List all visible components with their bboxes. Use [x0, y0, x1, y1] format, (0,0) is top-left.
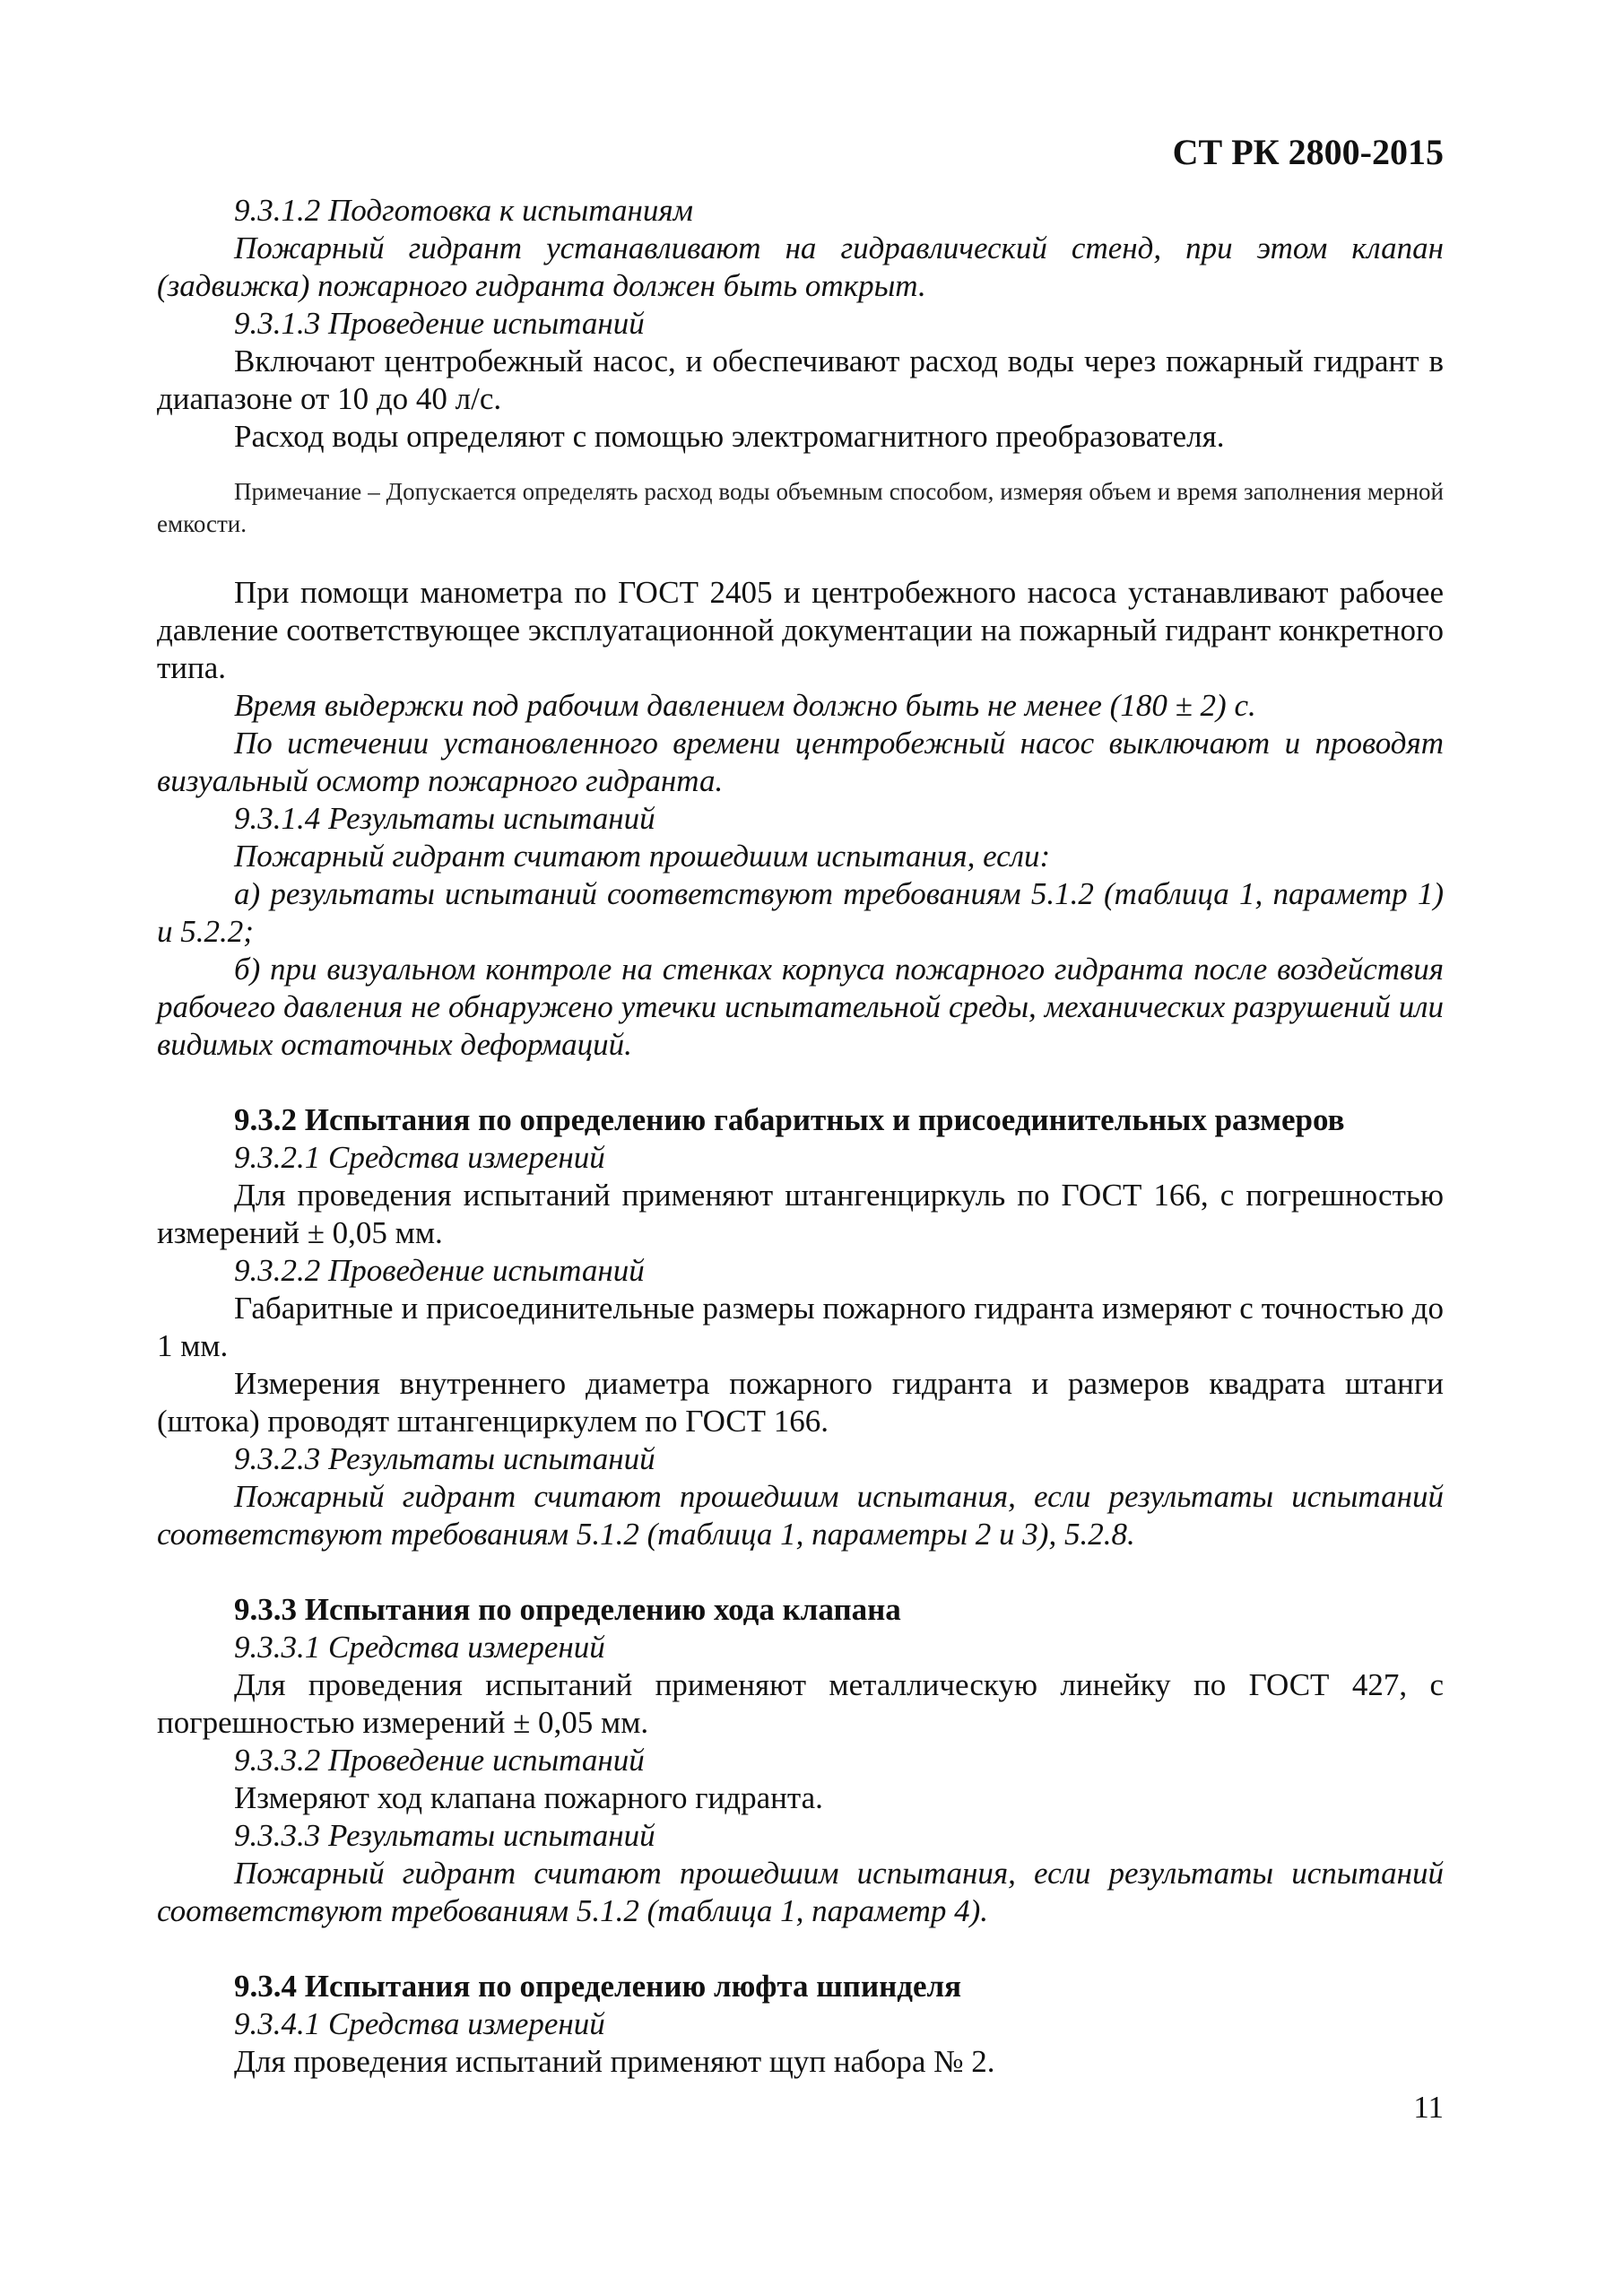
subclause-title: 9.3.2.2 Проведение испытаний [234, 1253, 645, 1288]
subclause-title: 9.3.3.3 Результаты испытаний [234, 1818, 655, 1853]
paragraph: Время выдержки под рабочим давлением должно быть не менее (180 ± 2) с. [234, 688, 1256, 723]
paragraph: Для проведения испытаний применяют щуп набора № 2. [234, 2044, 995, 2079]
paragraph: Пожарный гидрант считают прошедшим испытания, если: [234, 839, 1051, 874]
section-heading: 9.3.4 Испытания по определению люфта шпинделя [234, 1969, 962, 2004]
paragraph: При помощи манометра по ГОСТ 2405 и центробежного насоса устанавливают рабочее давление соответствующее эксплуатационной документации на пожарный гидрант конкретного типа. [157, 575, 1444, 685]
subclause-title: 9.3.2.1 Средства измерений [234, 1140, 605, 1175]
subclause-title: 9.3.4.1 Средства измерений [234, 2006, 605, 2041]
document-body [157, 192, 1444, 2081]
subclause-title: 9.3.3.1 Средства измерений [234, 1630, 605, 1665]
list-item: б) при визуальном контроле на стенках корпуса пожарного гидранта после воздействия рабочего давления не обнаружено утечки испытательной среды, механических разрушений или видимых остаточных деформаций. [157, 952, 1444, 1062]
document-code-header: СТ РК 2800-2015 [1172, 132, 1444, 172]
section-heading: 9.3.3 Испытания по определению хода клапана [234, 1592, 901, 1627]
paragraph: Пожарный гидрант считают прошедшим испытания, если результаты испытаний соответствуют требованиям 5.1.2 (таблица 1, параметры 2 и 3), 5.2.8. [157, 1479, 1444, 1552]
paragraph: Расход воды определяют с помощью электромагнитного преобразователя. [234, 419, 1225, 454]
paragraph: Габаритные и присоединительные размеры пожарного гидранта измеряют с точностью до 1 мм. [157, 1291, 1444, 1363]
section-heading: 9.3.2 Испытания по определению габаритных и присоединительных размеров [234, 1102, 1345, 1137]
subclause-title: 9.3.1.4 Результаты испытаний [234, 801, 655, 836]
page-number: 11 [1413, 2090, 1444, 2125]
subclause-title: 9.3.2.3 Результаты испытаний [234, 1441, 655, 1476]
paragraph: Измерения внутреннего диаметра пожарного гидранта и размеров квадрата штанги (штока) проводят штангенциркулем по ГОСТ 166. [157, 1366, 1444, 1439]
paragraph: Пожарный гидрант устанавливают на гидравлический стенд, при этом клапан (задвижка) пожарного гидранта должен быть открыт. [157, 230, 1444, 303]
paragraph: По истечении установленного времени центробежный насос выключают и проводят визуальный осмотр пожарного гидранта. [157, 726, 1444, 798]
list-item: а) результаты испытаний соответствуют требованиям 5.1.2 (таблица 1, параметр 1) и 5.2.2; [157, 876, 1444, 949]
subclause-title: 9.3.1.2 Подготовка к испытаниям [234, 193, 693, 228]
paragraph: Включают центробежный насос, и обеспечивают расход воды через пожарный гидрант в диапазоне от 10 до 40 л/с. [157, 344, 1444, 416]
paragraph: Для проведения испытаний применяют штангенциркуль по ГОСТ 166, с погрешностью измерений ± 0,05 мм. [157, 1178, 1444, 1250]
paragraph: Пожарный гидрант считают прошедшим испытания, если результаты испытаний соответствуют требованиям 5.1.2 (таблица 1, параметр 4). [157, 1856, 1444, 1928]
subclause-title: 9.3.1.3 Проведение испытаний [234, 306, 645, 341]
paragraph: Для проведения испытаний применяют металлическую линейку по ГОСТ 427, с погрешностью измерений ± 0,05 мм. [157, 1667, 1444, 1740]
paragraph: Измеряют ход клапана пожарного гидранта. [234, 1780, 823, 1815]
note: Примечание – Допускается определять расход воды объемным способом, измеряя объем и время заполнения мерной емкости. [157, 478, 1444, 537]
subclause-title: 9.3.3.2 Проведение испытаний [234, 1743, 645, 1778]
